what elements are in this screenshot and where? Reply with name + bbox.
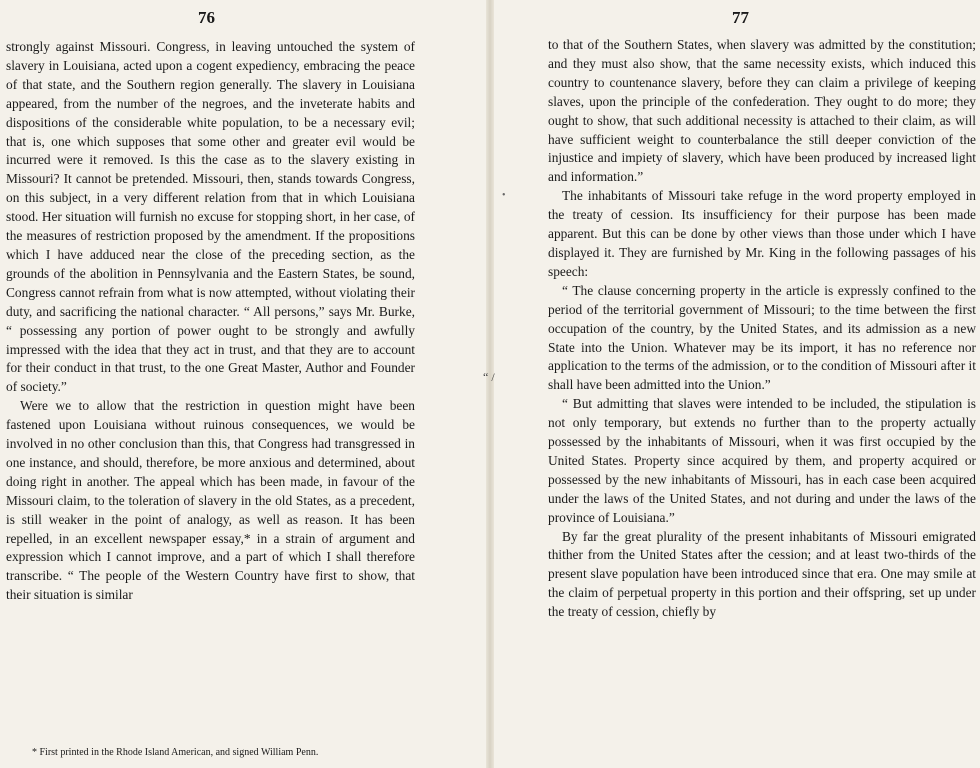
right-page-text xyxy=(548,36,976,622)
footnote: * First printed in the Rhode Island American, and signed William Penn. xyxy=(32,747,319,758)
gutter-mark: “ / xyxy=(483,370,495,384)
right-page xyxy=(500,0,980,768)
left-page-number: 76 xyxy=(198,8,215,27)
right-page-number: 77 xyxy=(732,8,749,27)
left-page-text xyxy=(6,38,415,605)
right-paragraph-2: The inhabitants of Missouri take refuge in the word property employed in the treaty of cession. Its insufficiency for their purpose has been made apparent. But this can be done by other views than those under which I have displayed it. They are furnished by Mr. King in the following passages of his speech: xyxy=(548,188,976,279)
stray-mark: • xyxy=(502,190,506,201)
right-paragraph-4: “ But admitting that slaves were intended to be included, the stipulation is not only temporary, but extends no further than to the property actually possessed by the inhabitants of Missouri, when it was first occupied by the United States. Property since acquired by them, and property acquired or possessed by the new inhabitants of Missouri, has in each case been acquired under the laws of the United States, and not during and under the laws of the province of Louisiana.” xyxy=(548,396,976,525)
right-paragraph-1: to that of the Southern States, when slavery was admitted by the constitution; and they must also show, that the same necessity exists, which induced this country to countenance slavery, before they can claim a privilege of keeping slaves, upon the principle of the confederation. They ought to do more; they ought to show, that such additional necessity is attached to their claim, as will have sufficient weight to counterbalance the still deeper conviction of the injustice and impiety of slavery, which have been produced by increased light and information.” xyxy=(548,37,976,185)
right-paragraph-3: “ The clause concerning property in the article is expressly confined to the period of the territorial government of Missouri; to the time between the first occupation of the country, by the United States, and its admission as a new State into the Union. Whatever may be its import, it has no reference nor application to the terms of the admission, or to the condition of Missouri after it shall have been admitted into the Union.” xyxy=(548,282,976,393)
right-paragraph-5: By far the great plurality of the present inhabitants of Missouri emigrated thither from the United States after the cession; and at least two-thirds of the present slave population have been introduced since that era. One may smile at the claim of perpetual property in this portion and their offspring, set up under the treaty of cession, chiefly by xyxy=(548,528,976,620)
left-paragraph-1: strongly against Missouri. Congress, in leaving untouched the system of slavery in Louisiana, acted upon a cogent expediency, embracing the peace of that state, and the Southern region generally. The slavery in Louisiana appeared, from the number of the negroes, and the inveterate habits and dispositions of the considerable white population, to be a necessary evil; that is, one which supposes that some other and greater evil would be incurred were it removed. Is this the case as to the slavery existing in Missouri? It cannot be pretended. Missouri, then, stands towards Congress, on this subject, in a very different relation from that in which Louisiana stood. Her situation will furnish no excuse for stopping short, in her case, of the measures of restriction proposed by the amendment. If the propositions which I have adduced near the close of the preceding section, as the grounds of the abolition in Pennsylvania and the Eastern States, be sound, Congress cannot refrain from what is now attempted, without violating their duty, and sacrificing the national character. “ All persons,” says Mr. Burke, “ possessing any portion of power ought to be strongly and awfully impressed with the idea that they act in trust, and that they are to account for their conduct in that trust, to the one Great Master, Author and Founder of society.” xyxy=(6,39,415,395)
left-paragraph-2: Were we to allow that the restriction in question might have been fastened upon Louisiana without ruinous consequences, we would be involved in no other conclusion than this, that Congress had transgressed in one instance, and should, therefore, be more anxious and determined, about doing right in another. The appeal which has been made, in favour of the Missouri claim, to the toleration of slavery in the old States, as a precedent, is still weaker in the point of analogy, as well as reason. It has been repelled, in an excellent newspaper essay,* in a strain of argument and expression which I cannot improve, and a part of which I shall therefore transcribe. “ The people of the Western Country have first to show, that their situation is similar xyxy=(6,398,415,603)
left-page xyxy=(0,0,480,768)
